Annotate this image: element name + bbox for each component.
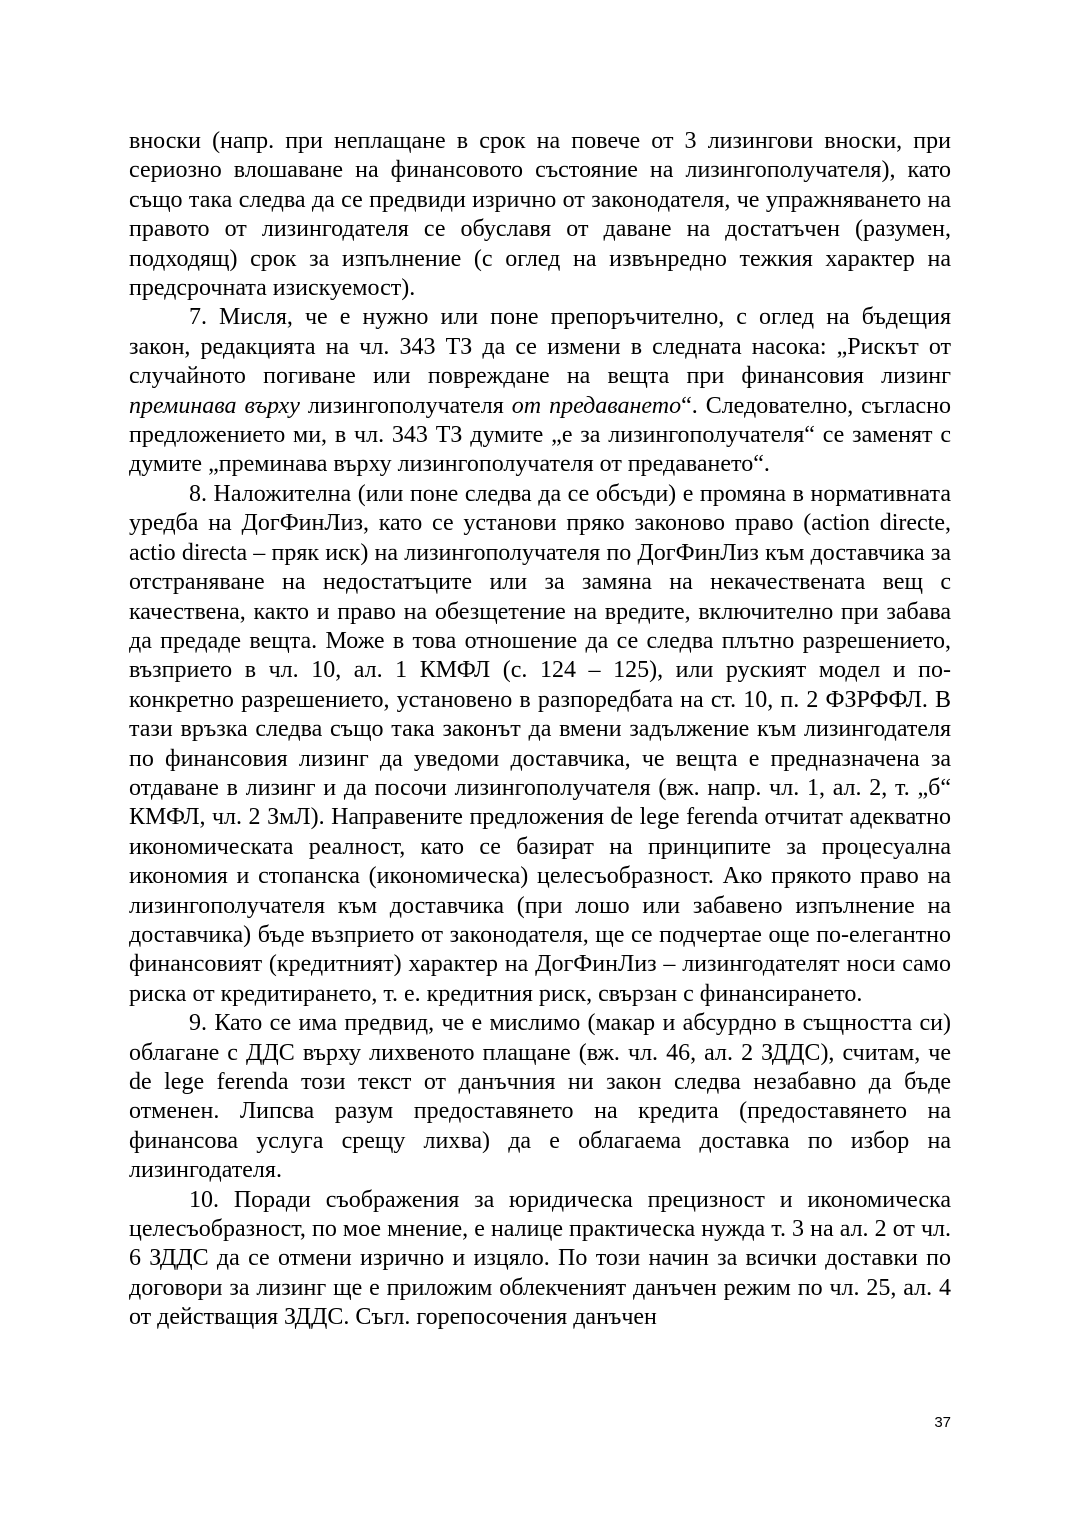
- paragraph-text: 8. Наложителна (или поне следва да се обсъди) е промяна в нормативната уредба на ДогФинЛиз, като се установи пряко законово право (action directe, actio directa – пряк иск) на лизингополучателя по ДогФинЛиз към доставчика за отстраняване на недостатъците или за замяна на некачествената вещ с качествена, както и право на обезщетение на вредите, включително при забава да предаде вещта. Може в това отношение да се следва плътно разрешението, възприето в чл. 10, ал. 1 КМФЛ (с. 124 – 125), или руският модел и по-конкретно разрешението, установено в разпоредбата на ст. 10, п. 2 ФЗРФФЛ. В тази връзка следва също така законът да вмени задължение към лизингодателя по финансовия лизинг да уведоми доставчика, че вещта е предназначена за отдаване в лизинг и да посочи лизингополучателя (вж. напр. чл. 1, ал. 2, т. „б“ КМФЛ, чл. 2 ЗмЛ). Направените предложения de lege ferenda отчитат адекватно икономическата реалност, като се базират на принципите за процесуална икономия и стопанска (икономическа) целесъобразност. Ако прякото право на лизингополучателя към доставчика (при лошо или забавено изпълнение на доставчика) бъде възприето от законодателя, ще се подчертае още по-елегантно финансовият (кредитният) характер на ДогФинЛиз – лизингодателят носи само риска от кредитирането, т. е. кредитния риск, свързан с финансирането.: [129, 480, 951, 1007]
- paragraph-1: [129, 127, 951, 303]
- paragraph-text: 10. Поради съображения за юридическа прецизност и икономическа целесъобразност, по мое мнение, е налице практическа нужда т. 3 на ал. 2 от чл. 6 ЗДДС да се отмени изрично и изцяло. По този начин за всички доставки по договори за лизинг ще е приложим облекченият данъчен режим по чл. 25, ал. 4 от действащия ЗДДС. Съгл. горепосочения данъчен: [129, 1186, 951, 1331]
- paragraph-text: 9. Като се има предвид, че е мислимо (макар и абсурдно в същността си) облагане с ДДС върху лихвеното плащане (вж. чл. 46, ал. 2 ЗДДС), считам, че de lege ferenda този текст от данъчния ни закон следва незабавно да бъде отменен. Липсва разум предоставянето на кредита (предоставянето на финансова услуга срещу лихва) да е облагаема доставка по избор на лизингодателя.: [129, 1010, 951, 1184]
- paragraph-10: [129, 1186, 951, 1333]
- paragraph-9: [129, 1009, 951, 1185]
- body-text: [129, 127, 951, 1333]
- paragraph-8: [129, 480, 951, 1009]
- paragraph-text: вноски (напр. при неплащане в срок на повече от 3 лизингови вноски, при сериозно влошаване на финансовото състояние на лизингополучателя), като също така следва да се предвиди изрично от законодателя, че упражняването на правото от лизингодателя се обуславя от даване на достатъчен (разумен, подходящ) срок за изпълнение (с оглед на извънредно тежкия характер на предсрочната изискуемост).: [129, 128, 951, 302]
- page-number: 37: [934, 1414, 951, 1431]
- italic-phrase: преминава върху: [129, 392, 300, 419]
- paragraph-7: [129, 303, 951, 479]
- italic-phrase: от предаването: [511, 392, 682, 419]
- paragraph-text: “. Следователно, съгласно предложението ми, в чл. 343 ТЗ думите „е за лизингополучателя“ се заменят с думите „преминава върху лизингополучателя от предаването“.: [129, 392, 951, 478]
- paragraph-text: 7. Мисля, че е нужно или поне препоръчително, с оглед на бъдещия закон, редакцията на чл. 343 ТЗ да се измени в следната насока: „Рискът от случайното погиване или повреждане на вещта при финансовия лизинг: [129, 304, 951, 390]
- paragraph-text: лизингополучателя: [299, 392, 512, 419]
